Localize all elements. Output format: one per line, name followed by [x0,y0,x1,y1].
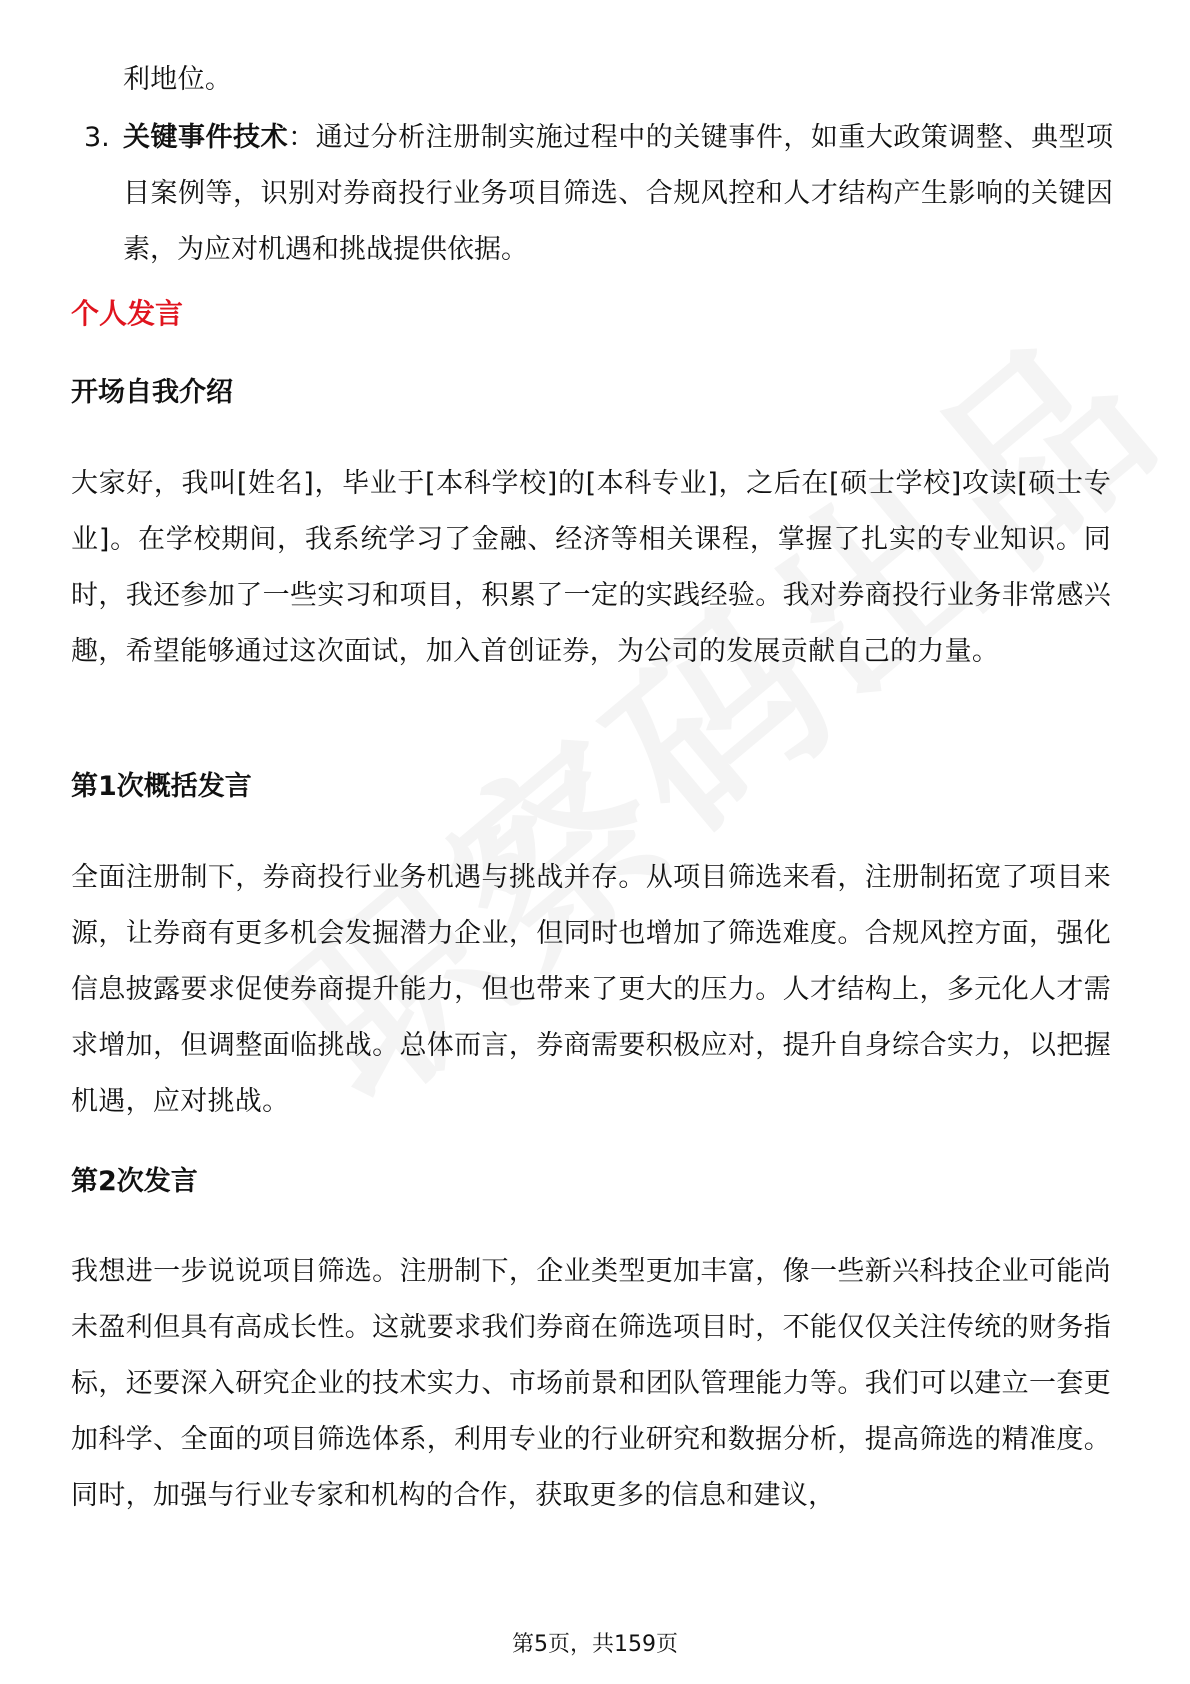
list-item-body [123,110,1113,278]
list-item-3 [71,110,1113,278]
heading-speech-2: 第2次发言 [71,1166,198,1197]
section-title: 个人发言 [71,297,184,330]
paragraph-opening: 大家好，我叫[姓名]，毕业于[本科学校]的[本科专业]，之后在[硕士学校]攻读[硕士专业]。在学校期间，我系统学习了金融、经济等相关课程，掌握了扎实的专业知识。同时，我还参加了一些实习和项目，积累了一定的实践经验。我对券商投行业务非常感兴趣，希望能够通过这次面试，加入首创证券，为公司的发展贡献自己的力量。 [71,468,1111,667]
list-number: 3. [84,122,110,153]
paragraph-speech-2: 我想进一步说说项目筛选。注册制下，企业类型更加丰富，像一些新兴科技企业可能尚未盈利但具有高成长性。这就要求我们券商在筛选项目时，不能仅仅关注传统的财务指标，还要深入研究企业的技术实力、市场前景和团队管理能力等。我们可以建立一套更加科学、全面的项目筛选体系，利用专业的行业研究和数据分析，提高筛选的精准度。同时，加强与行业专家和机构的合作，获取更多的信息和建议， [71,1256,1111,1511]
list-item-text: ：通过分析注册制实施过程中的关键事件，如重大政策调整、典型项目案例等，识别对券商投行业务项目筛选、合规风控和人才结构产生影响的关键因素，为应对机遇和挑战提供依据。 [123,122,1114,265]
heading-opening: 开场自我介绍 [71,377,233,408]
continuation-line: 利地位。 [123,64,233,95]
paragraph-speech-1: 全面注册制下，券商投行业务机遇与挑战并存。从项目筛选来看，注册制拓宽了项目来源，让券商有更多机会发掘潜力企业，但同时也增加了筛选难度。合规风控方面，强化信息披露要求促使券商提升能力，但也带来了更大的压力。人才结构上，多元化人才需求增加，但调整面临挑战。总体而言，券商需要积极应对，提升自身综合实力，以把握机遇，应对挑战。 [71,862,1111,1117]
heading-speech-1: 第1次概括发言 [71,771,252,802]
list-item-bold-label: 关键事件技术 [123,122,289,153]
page-footer: 第5页，共159页 [512,1632,678,1657]
